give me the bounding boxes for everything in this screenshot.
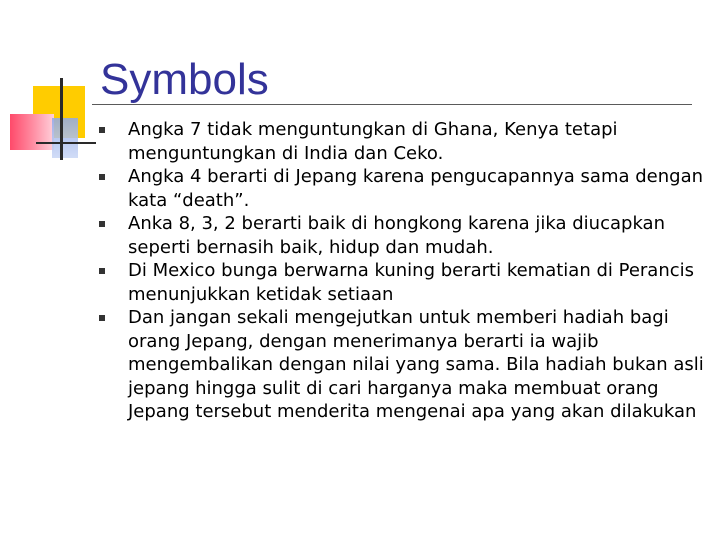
bullet-item	[95, 165, 705, 212]
bullet-square-icon	[99, 127, 105, 133]
decorative-red-block	[10, 114, 54, 150]
bullet-item	[95, 212, 705, 259]
bullet-text: Anka 8, 3, 2 berarti baik di hongkong karena jika diucapkan seperti bernasih baik, hidup dan mudah.	[128, 213, 665, 258]
slide-title: Symbols	[100, 55, 269, 104]
bullet-square-icon	[99, 221, 105, 227]
bullet-text: Dan jangan sekali mengejutkan untuk memberi hadiah bagi orang Jepang, dengan menerimanya berarti ia wajib mengembalikan dengan nilai yang sama. Bila hadiah bukan asli jepang hingga sulit di cari harganya maka membuat orang Jepang tersebut menderita mengenai apa yang akan dilakukan	[128, 307, 704, 422]
bullet-square-icon	[99, 315, 105, 321]
bullet-item	[95, 118, 705, 165]
bullet-square-icon	[99, 174, 105, 180]
bullet-square-icon	[99, 268, 105, 274]
bullet-list	[95, 118, 705, 424]
bullet-text: Di Mexico bunga berwarna kuning berarti kematian di Perancis menunjukkan ketidak setiaan	[128, 260, 695, 305]
bullet-item	[95, 306, 705, 424]
decorative-blue-block	[52, 118, 78, 158]
bullet-text: Angka 4 berarti di Jepang karena pengucapannya sama dengan kata “death”.	[128, 166, 704, 211]
bullet-text: Angka 7 tidak menguntungkan di Ghana, Kenya tetapi menguntungkan di India dan Ceko.	[128, 119, 618, 164]
decorative-horizontal-line	[36, 142, 96, 144]
bullet-item	[95, 259, 705, 306]
decorative-vertical-line	[60, 78, 63, 160]
